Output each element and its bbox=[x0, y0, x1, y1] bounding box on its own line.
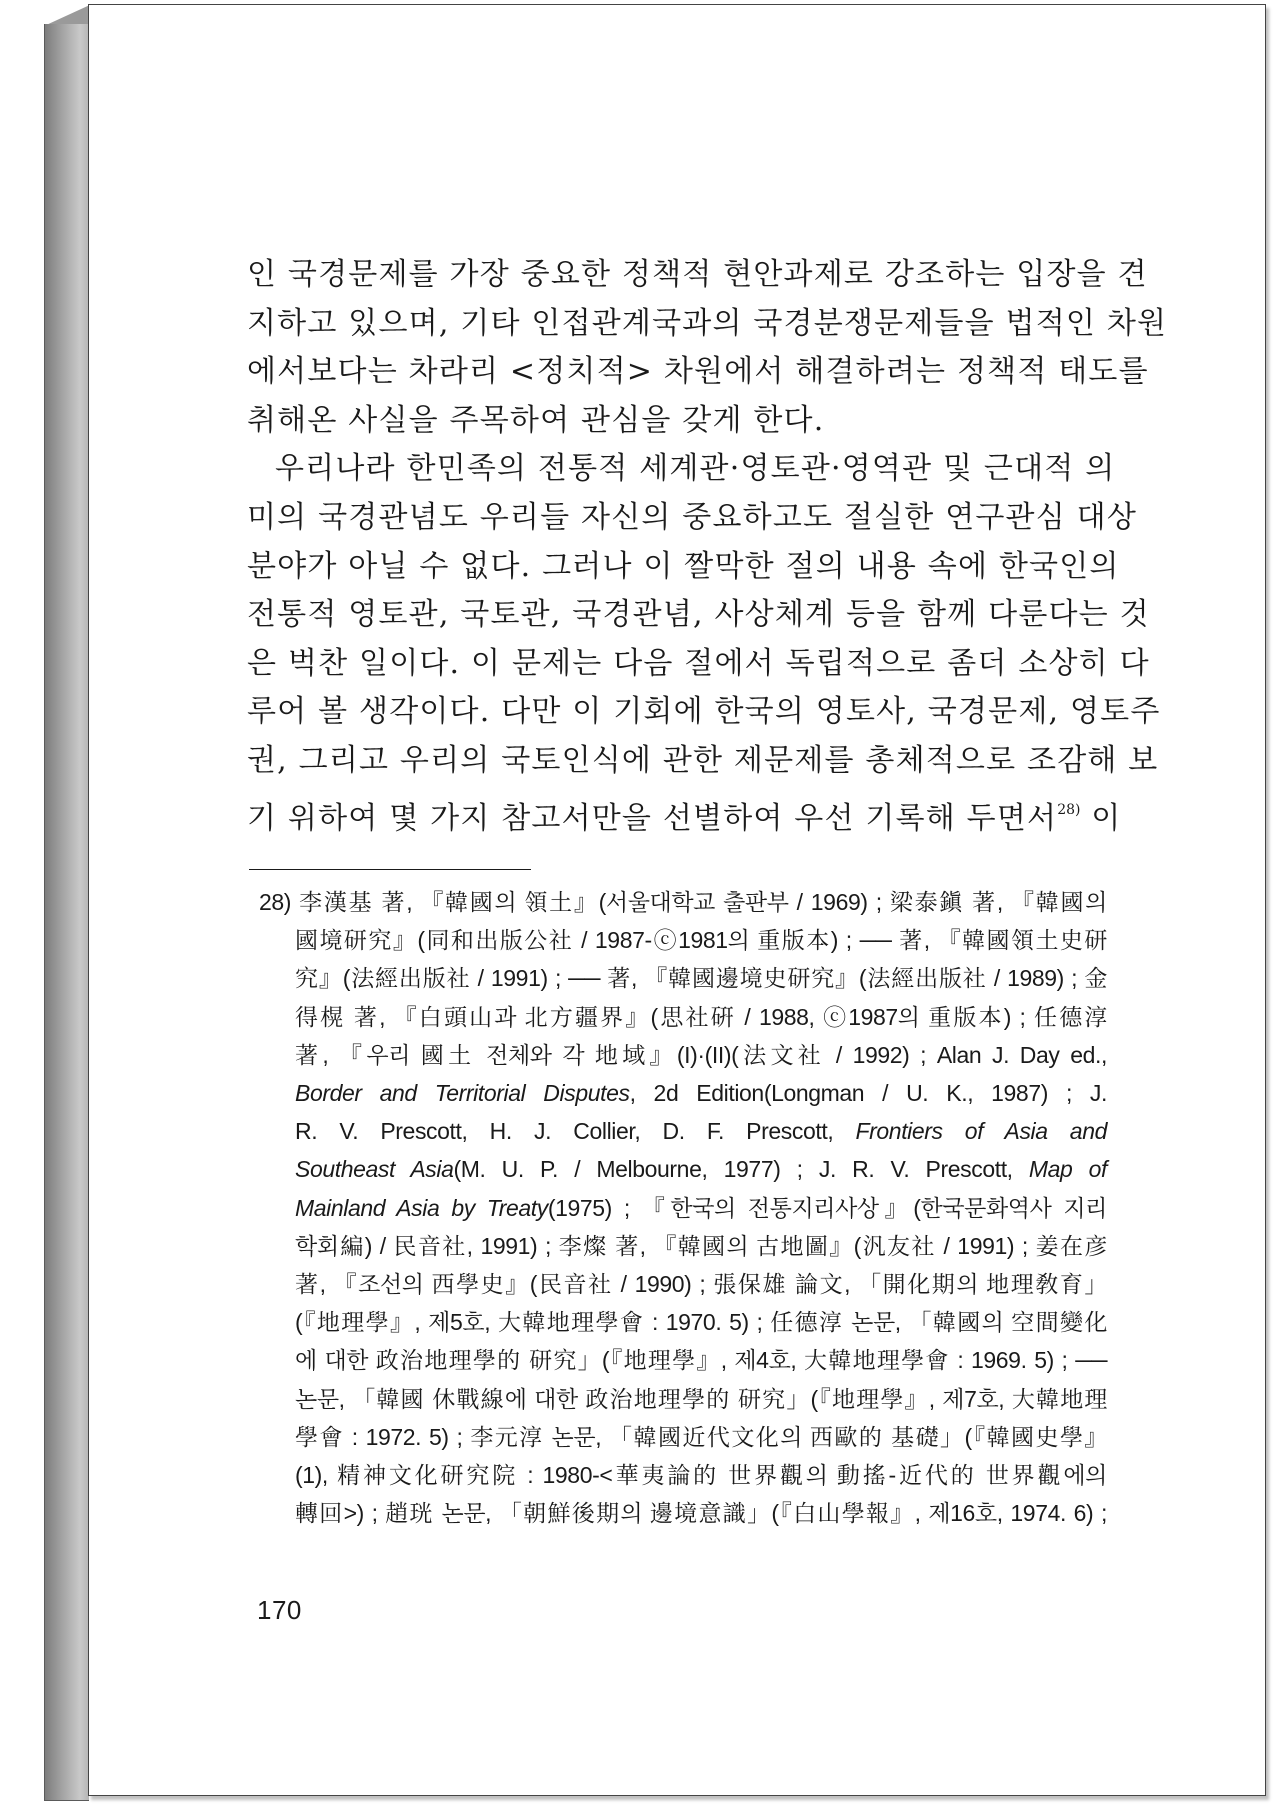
footnote-text: R. V. Prescott, H. J. Collier, D. F. Prescott, bbox=[295, 1118, 834, 1145]
footnote-line bbox=[259, 1150, 1107, 1188]
body-line: 우리나라 한민족의 전통적 세계관·영토관·영역관 및 근대적 의 bbox=[275, 451, 1116, 487]
body-line: 루어 볼 생각이다. 다만 이 기회에 한국의 영토사, 국경문제, 영토주 bbox=[247, 694, 1161, 730]
footnote-line: 學會 : 1972. 5) ; 李元淳 논문, 「韓國近代文化의 西歐的 基礎」(『韓國史學』 bbox=[295, 1423, 1107, 1450]
body-text bbox=[247, 251, 1168, 843]
book-title-italic: Mainland Asia by Treaty bbox=[295, 1194, 548, 1221]
footnote-line: (1), 精神文化研究院 : 1980-<華夷論的 世界觀의 動搖-近代的 世界觀에의 bbox=[295, 1462, 1107, 1489]
body-line: 미의 국경관념도 우리들 자신의 중요하고도 절실한 연구관심 대상 bbox=[247, 499, 1138, 535]
book-title-italic: Map of bbox=[1028, 1156, 1108, 1183]
body-line: 은 벅찬 일이다. 이 문제는 다음 절에서 독립적으로 좀더 소상히 다 bbox=[247, 645, 1150, 681]
book-title-italic: Southeast Asia bbox=[295, 1156, 454, 1183]
page-number: 170 bbox=[257, 1595, 302, 1625]
body-line: 취해온 사실을 주목하여 관심을 갖게 한다. bbox=[247, 402, 825, 438]
footnote-line: 得榥 著, 『白頭山과 北方疆界』(思社硏 / 1988, ⓒ1987의 重版本) ; 任德淳 bbox=[295, 1003, 1107, 1030]
book-title-italic: Border and Territorial Disputes bbox=[295, 1080, 630, 1107]
body-line: 전통적 영토관, 국토관, 국경관념, 사상체계 등을 함께 다룬다는 것 bbox=[247, 597, 1150, 633]
book bbox=[44, 4, 1268, 1800]
body-line: 인 국경문제를 가장 중요한 정책적 현안과제로 강조하는 입장을 견 bbox=[247, 257, 1148, 292]
body-line-tail: 이 bbox=[1080, 800, 1122, 836]
footnote-line: 28) 李漢基 著, 『韓國의 領土』(서울대학교 출판부 / 1969) ; 梁泰鎭 著, 『韓國의 bbox=[259, 889, 1107, 915]
footnote-line: 著, 『우리 國土 전체와 각 地域』(I)·(II)(法文社 / 1992) ; Alan J. Day ed., bbox=[295, 1041, 1107, 1068]
footnote-line bbox=[259, 1189, 1107, 1227]
footnote-28 bbox=[259, 883, 1107, 1532]
body-line: 권, 그리고 우리의 국토인식에 관한 제문제를 총체적으로 조감해 보 bbox=[247, 742, 1159, 778]
footnote-text: , 2d Edition(Longman / U. K., 1987) ; J. bbox=[629, 1080, 1107, 1107]
body-line-text: 기 위하여 몇 가지 참고서만을 선별하여 우선 기록해 두면서 bbox=[247, 800, 1058, 836]
footnote-line: 논문, 「韓國 休戰線에 대한 政治地理學的 研究」(『地理學』, 제7호, 大韓地理 bbox=[295, 1385, 1107, 1412]
footnote-line: 國境研究』(同和出版公社 / 1987-ⓒ1981의 重版本) ; ── 著, 『韓國領土史研 bbox=[295, 927, 1107, 954]
book-title-italic: Frontiers of Asia and bbox=[855, 1118, 1107, 1145]
book-spine bbox=[44, 24, 89, 1801]
book-spine-top bbox=[44, 4, 92, 26]
page bbox=[88, 4, 1266, 1796]
footnote-divider bbox=[249, 869, 531, 870]
footnote-line bbox=[259, 1074, 1107, 1112]
body-line: 에서보다는 차라리 <정치적> 차원에서 해결하려는 정책적 태도를 bbox=[247, 354, 1149, 390]
footnote-line: 에 대한 政治地理學的 研究」(『地理學』, 제4호, 大韓地理學會 : 1969. 5) ; ── bbox=[295, 1347, 1107, 1374]
footnote-line: 究』(法經出版社 / 1991) ; ── 著, 『韓國邊境史研究』(法經出版社 / 1989) ; 金 bbox=[295, 965, 1107, 992]
body-line-last bbox=[247, 786, 1122, 844]
footnote-text: (1975) ; 『한국의 전통지리사상』(한국문화역사 지리 bbox=[547, 1194, 1107, 1221]
footnote-line: 著, 『조선의 西學史』(民音社 / 1990) ; 張保雄 論文, 「開化期의 地理敎育」 bbox=[295, 1271, 1107, 1298]
body-line: 분야가 아닐 수 없다. 그러나 이 짤막한 절의 내용 속에 한국인의 bbox=[247, 548, 1120, 584]
footnote-line: 학회編) / 民音社, 1991) ; 李燦 著, 『韓國의 古地圖』(汎友社 / 1991) ; 姜在彦 bbox=[295, 1232, 1107, 1259]
footnote-reference[interactable]: 28) bbox=[1057, 801, 1081, 818]
footnote-text: (M. U. P. / Melbourne, 1977) ; J. R. V. Prescott, bbox=[453, 1156, 1013, 1183]
footnote-line: 轉回>) ; 趙珖 논문, 「朝鮮後期의 邊境意識」(『白山學報』, 제16호, 1974. 6) ; bbox=[295, 1500, 1107, 1527]
body-line: 지하고 있으며, 기타 인접관계국과의 국경분쟁문제들을 법적인 차원 bbox=[247, 305, 1168, 341]
footnote-line bbox=[259, 1112, 1107, 1150]
footnote-line: (『地理學』, 제5호, 大韓地理學會 : 1970. 5) ; 任德淳 논문, 「韓國의 空間變化 bbox=[295, 1309, 1107, 1336]
